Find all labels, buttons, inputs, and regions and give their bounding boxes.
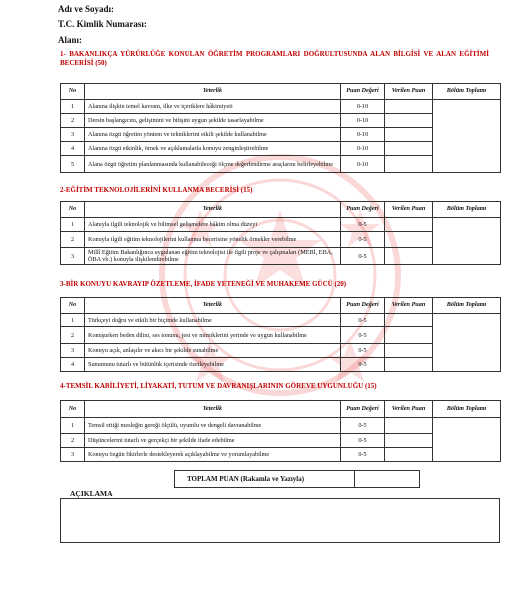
criteria-text: Dersin başlangıcını, gelişimini ve bitişini uygun şekilde tasarlayabilme — [85, 114, 341, 128]
column-header-points: Puan Değeri — [341, 84, 385, 100]
given-score-cell[interactable] — [385, 128, 433, 142]
point-range: 0-5 — [341, 232, 385, 248]
point-range: 0-10 — [341, 156, 385, 173]
column-header-total: Bölüm Toplamı — [433, 401, 501, 418]
total-score-label: TOPLAM PUAN (Rakamla ve Yazıyla) — [175, 471, 355, 487]
row-number: 5 — [61, 156, 85, 173]
criteria-text: Konuyu özgün fikirlerle destekleyerek açıklayabilme ve yorumlayabilme — [85, 448, 341, 462]
given-score-cell[interactable] — [385, 358, 433, 372]
point-range: 0-10 — [341, 128, 385, 142]
column-header-given: Verilen Puan — [385, 401, 433, 418]
column-header-points: Puan Değeri — [341, 401, 385, 418]
row-number: 3 — [61, 248, 85, 265]
point-range: 0-10 — [341, 100, 385, 114]
column-header-no: No — [61, 202, 85, 218]
section-total-cell[interactable] — [433, 100, 501, 173]
given-score-cell[interactable] — [385, 248, 433, 265]
row-number: 1 — [61, 100, 85, 114]
section-1-title: 1- BAKANLIKÇA YÜRÜRLÜĞE KONULAN ÖĞRETİM PROGRAMLARI DOĞRULTUSUNDA ALAN BİLGİSİ VE ALAN EĞİTİMİ BECERİSİ (50) — [60, 50, 489, 67]
given-score-cell[interactable] — [385, 114, 433, 128]
section-total-cell[interactable] — [433, 314, 501, 372]
column-header-criteria: Yeterlik — [85, 298, 341, 314]
column-header-given: Verilen Puan — [385, 202, 433, 218]
column-header-total: Bölüm Toplamı — [433, 202, 501, 218]
given-score-cell[interactable] — [385, 448, 433, 462]
given-score-cell[interactable] — [385, 418, 433, 434]
criteria-text: Konuyu açık, anlaşılır ve akıcı bir şekilde sunabilme — [85, 344, 341, 358]
column-header-total: Bölüm Toplamı — [433, 298, 501, 314]
column-header-points: Puan Değeri — [341, 202, 385, 218]
criteria-text: Alana özgü öğretim planlanmasında kullanabileceği ölçme değerlendirme araçlarını belirleyebilme — [85, 156, 341, 173]
criteria-text: Alanıyla ilgili teknolojik ve bilimsel gelişmelere hâkim olma düzeyi — [85, 218, 341, 232]
criteria-text: Konuyla ilgili eğitim teknolojilerini kullanma becerisine yönelik örnekler verebilme — [85, 232, 341, 248]
total-score-cell[interactable] — [355, 471, 419, 487]
row-number: 1 — [61, 418, 85, 434]
given-score-cell[interactable] — [385, 218, 433, 232]
criteria-text: Alanına ilişkin temel kavram, ilke ve içeriklere hâkimiyeti — [85, 100, 341, 114]
id-number-label: T.C. Kimlik Numarası: — [58, 19, 147, 29]
point-range: 0-5 — [341, 434, 385, 448]
section-3-table — [60, 297, 501, 372]
criteria-text: Türkçeyi doğru ve etkili bir biçimde kullanabilme — [85, 314, 341, 327]
given-score-cell[interactable] — [385, 434, 433, 448]
column-header-no: No — [61, 401, 85, 418]
row-number: 3 — [61, 344, 85, 358]
row-number: 2 — [61, 114, 85, 128]
criteria-text: Alanına özgü öğretim yöntem ve tekniklerini etkili şekilde kullanabilme — [85, 128, 341, 142]
column-header-criteria: Yeterlik — [85, 401, 341, 418]
row-number: 3 — [61, 128, 85, 142]
table-row — [61, 100, 501, 114]
section-total-cell[interactable] — [433, 218, 501, 265]
point-range: 0-5 — [341, 358, 385, 372]
row-number: 1 — [61, 314, 85, 327]
aciklama-textarea[interactable] — [60, 498, 500, 543]
column-header-criteria: Yeterlik — [85, 202, 341, 218]
given-score-cell[interactable] — [385, 100, 433, 114]
given-score-cell[interactable] — [385, 327, 433, 344]
column-header-no: No — [61, 84, 85, 100]
criteria-text: Temsil ettiği mesleğin gereği ölçülü, uyumlu ve dengeli davranabilme — [85, 418, 341, 434]
given-score-cell[interactable] — [385, 232, 433, 248]
column-header-given: Verilen Puan — [385, 298, 433, 314]
point-range: 0-5 — [341, 448, 385, 462]
column-header-points: Puan Değeri — [341, 298, 385, 314]
given-score-cell[interactable] — [385, 156, 433, 173]
section-total-cell[interactable] — [433, 418, 501, 462]
row-number: 2 — [61, 434, 85, 448]
section-2-table — [60, 201, 501, 265]
row-number: 4 — [61, 142, 85, 156]
criteria-text: Millî Eğitim Bakanlığınca uygulanan eğitim teknolojisi ile ilgili proje ve çalışmaları (MEBİ, EBA, ÖBA vb.) konuyla ilişkilendirebilme — [85, 248, 341, 265]
point-range: 0-5 — [341, 418, 385, 434]
point-range: 0-5 — [341, 327, 385, 344]
section-3-title: 3-BİR KONUYU KAVRAYIP ÖZETLEME, İFADE YETENEĞİ VE MUHAKEME GÜCÜ (20) — [60, 280, 347, 288]
given-score-cell[interactable] — [385, 314, 433, 327]
section-4-table — [60, 400, 501, 462]
criteria-text: Düşüncelerini tutarlı ve gerçekçi bir şekilde ifade edebilme — [85, 434, 341, 448]
given-score-cell[interactable] — [385, 142, 433, 156]
row-number: 4 — [61, 358, 85, 372]
row-number: 2 — [61, 327, 85, 344]
column-header-total: Bölüm Toplamı — [433, 84, 501, 100]
criteria-text: Konuşurken beden dilini, ses tonunu, jest ve mimiklerini yerinde ve uygun kullanabilme — [85, 327, 341, 344]
field-label: Alanı: — [58, 35, 83, 45]
total-score-box — [174, 470, 420, 488]
given-score-cell[interactable] — [385, 344, 433, 358]
section-4-title: 4-TEMSİL KABİLİYETİ, LİYAKATİ, TUTUM VE DAVRANIŞLARININ GÖREVE UYGUNLUĞU (15) — [60, 382, 377, 390]
column-header-no: No — [61, 298, 85, 314]
table-row — [61, 218, 501, 232]
row-number: 2 — [61, 232, 85, 248]
column-header-given: Verilen Puan — [385, 84, 433, 100]
point-range: 0-5 — [341, 344, 385, 358]
row-number: 3 — [61, 448, 85, 462]
row-number: 1 — [61, 218, 85, 232]
section-2-title: 2-EĞİTİM TEKNOLOJİLERİNİ KULLANMA BECERİSİ (15) — [60, 186, 253, 194]
table-row — [61, 418, 501, 434]
point-range: 0-5 — [341, 218, 385, 232]
point-range: 0-10 — [341, 142, 385, 156]
aciklama-label: AÇIKLAMA — [70, 489, 113, 498]
point-range: 0-5 — [341, 248, 385, 265]
criteria-text: Alanına özgü etkinlik, örnek ve açıklamalarla konuyu zenginleştirebilme — [85, 142, 341, 156]
point-range: 0-5 — [341, 314, 385, 327]
table-row — [61, 314, 501, 327]
column-header-criteria: Yeterlik — [85, 84, 341, 100]
section-1-table — [60, 83, 501, 173]
criteria-text: Sunumunu tutarlı ve bütünlük içerisinde özetleyebilme — [85, 358, 341, 372]
point-range: 0-10 — [341, 114, 385, 128]
name-label: Adı ve Soyadı: — [58, 4, 115, 14]
